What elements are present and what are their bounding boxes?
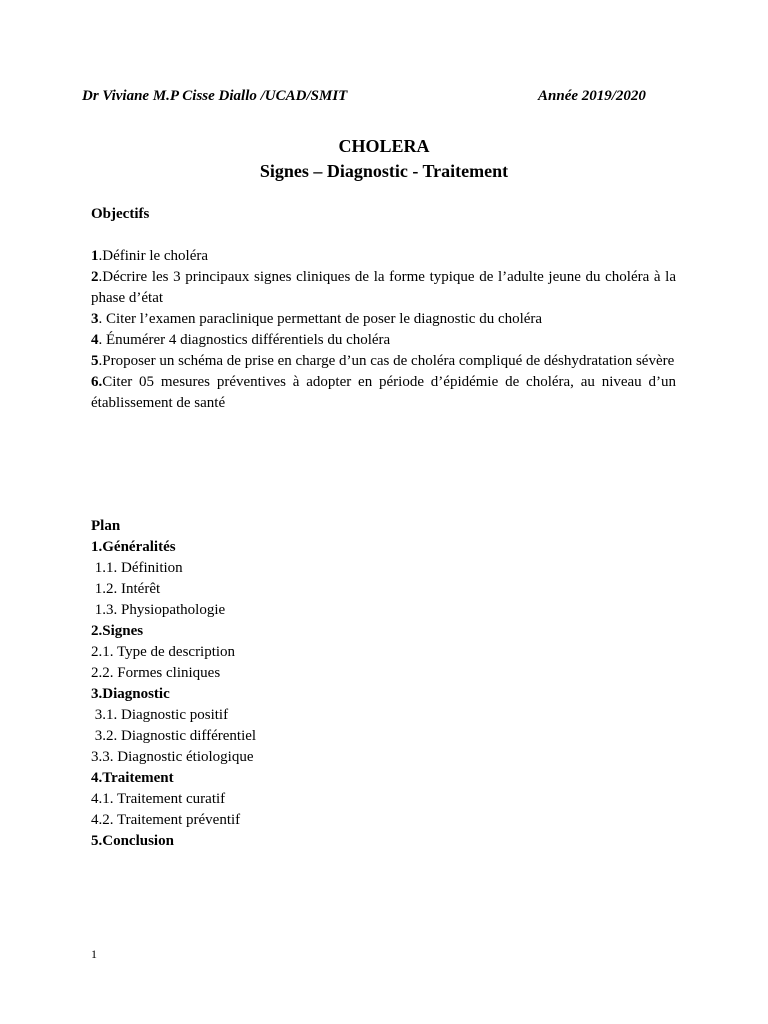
- plan-section-title: 1.Généralités: [91, 539, 176, 555]
- plan-subsection: 3.2. Diagnostic différentiel: [91, 728, 257, 744]
- objective-item: [91, 309, 676, 330]
- objective-item: [91, 246, 676, 267]
- objective-text: .Proposer un schéma de prise en charge d’un cas de choléra compliqué de déshydratation sévère: [98, 353, 675, 369]
- plan-section-title: 2.Signes: [91, 623, 144, 639]
- plan-section-title: 5.Conclusion: [91, 833, 174, 849]
- objective-text: . Citer l’examen paraclinique permettant de poser le diagnostic du choléra: [98, 311, 543, 327]
- plan-subsection: 1.3. Physiopathologie: [91, 602, 226, 618]
- objective-text: . Énumérer 4 diagnostics différentiels du choléra: [98, 332, 391, 348]
- objective-item: [91, 330, 676, 351]
- objectives-section: [91, 204, 676, 414]
- page-number: 1: [91, 947, 97, 961]
- plan-subsection: 2.1. Type de description: [91, 644, 236, 660]
- plan-subsection: 1.1. Définition: [91, 560, 183, 576]
- page-title: CHOLERA: [338, 136, 430, 156]
- title-block: [0, 134, 768, 184]
- plan-section-title: 3.Diagnostic: [91, 686, 170, 702]
- plan-subsection: 4.2. Traitement préventif: [91, 812, 241, 828]
- page-subtitle: Signes – Diagnostic - Traitement: [259, 161, 509, 181]
- objective-number: 3: [91, 311, 99, 327]
- plan-section: [91, 516, 676, 852]
- objective-item: [91, 351, 676, 372]
- objective-item: [91, 267, 676, 309]
- objective-number: 1: [91, 248, 99, 264]
- objective-item: [91, 372, 676, 414]
- plan-subsection: 4.1. Traitement curatif: [91, 791, 226, 807]
- objectives-heading: Objectifs: [91, 206, 150, 222]
- plan-subsection: 2.2. Formes cliniques: [91, 665, 221, 681]
- objective-number: 6.: [91, 374, 103, 390]
- objective-text: .Définir le choléra: [98, 248, 209, 264]
- objective-text: .Décrire les 3 principaux signes cliniques de la forme typique de l’adulte jeune du choléra à la phase d’état: [91, 269, 676, 306]
- academic-year: Année 2019/2020: [538, 88, 646, 104]
- plan-subsection: 1.2. Intérêt: [91, 581, 161, 597]
- plan-subsection: 3.3. Diagnostic étiologique: [91, 749, 254, 765]
- objective-number: 2: [91, 269, 99, 285]
- author-line: Dr Viviane M.P Cisse Diallo /UCAD/SMIT: [82, 88, 348, 104]
- plan-subsection: 3.1. Diagnostic positif: [91, 707, 229, 723]
- plan-heading: Plan: [91, 518, 121, 534]
- objective-number: 5: [91, 353, 99, 369]
- objective-text: Citer 05 mesures préventives à adopter en période d’épidémie de choléra, au niveau d’un établissement de santé: [91, 374, 676, 411]
- plan-section-title: 4.Traitement: [91, 770, 174, 786]
- objectives-list: [91, 246, 676, 414]
- objective-number: 4: [91, 332, 99, 348]
